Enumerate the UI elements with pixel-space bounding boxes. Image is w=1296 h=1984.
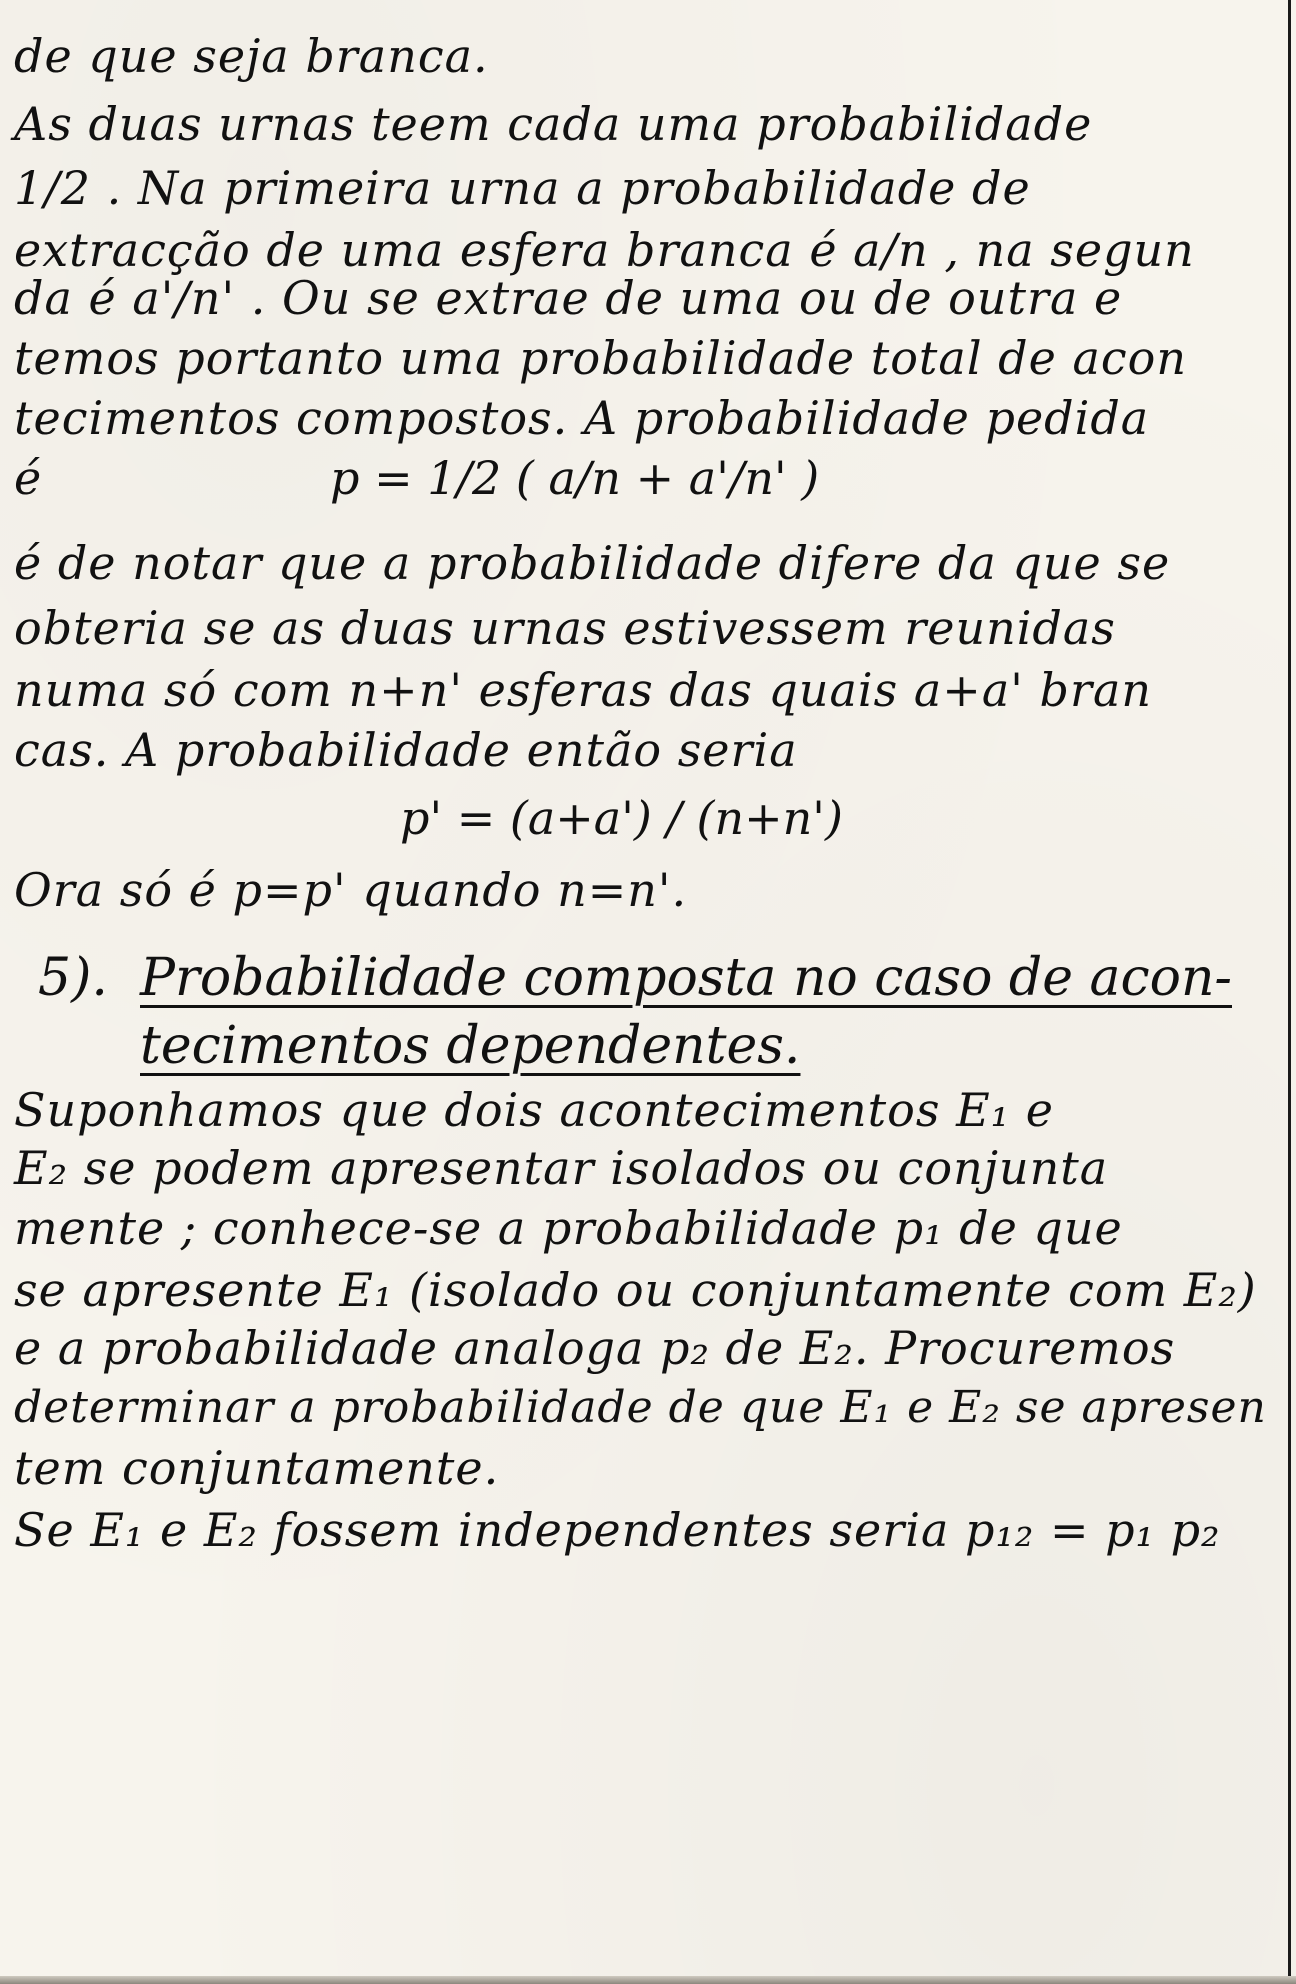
- text-line-1: de que seja branca.: [14, 29, 489, 83]
- text-line-13: Ora só é p=p' quando n=n'.: [14, 863, 688, 917]
- text-line-2: As duas urnas teem cada uma probabilidade: [14, 97, 1093, 151]
- text-line-6: temos portanto uma probabilidade total de acon: [14, 331, 1187, 385]
- section-text-line-5: e a probabilidade analoga p₂ de E₂. Procuremos: [14, 1321, 1176, 1375]
- text-line-12: cas. A probabilidade então seria: [14, 723, 798, 777]
- section-number: 5).: [38, 948, 108, 1008]
- section-text-line-8: Se E₁ e E₂ fossem independentes seria p₁₂ = p₁ p₂: [14, 1503, 1221, 1557]
- text-line-9: é de notar que a probabilidade difere da que se: [14, 536, 1171, 590]
- formula-p-prime: p' = (a+a') / (n+n'): [400, 791, 843, 845]
- section-title-line-2: tecimentos dependentes.: [140, 1016, 801, 1076]
- text-line-8: é: [14, 451, 43, 505]
- text-line-5: da é a'/n' . Ou se extrae de uma ou de outra e: [14, 271, 1123, 325]
- section-text-line-2: E₂ se podem apresentar isolados ou conjunta: [14, 1141, 1109, 1195]
- section-text-line-6: determinar a probabilidade de que E₁ e E₂ se apresen: [14, 1382, 1267, 1433]
- text-line-7: tecimentos compostos. A probabilidade pedida: [14, 391, 1150, 445]
- section-text-line-3: mente ; conhece-se a probabilidade p₁ de que: [14, 1201, 1123, 1255]
- page-edge-line: [1288, 0, 1291, 1984]
- section-title-line-1: Probabilidade composta no caso de acon-: [140, 948, 1232, 1008]
- text-line-11: numa só com n+n' esferas das quais a+a' bran: [14, 663, 1153, 717]
- text-line-3: 1/2 . Na primeira urna a probabilidade de: [14, 161, 1031, 215]
- formula-p: p = 1/2 ( a/n + a'/n' ): [330, 451, 820, 505]
- page-bottom-edge: [0, 1976, 1296, 1984]
- section-text-line-7: tem conjuntamente.: [14, 1441, 500, 1495]
- text-line-10: obteria se as duas urnas estivessem reunidas: [14, 601, 1116, 655]
- section-text-line-4: se apresente E₁ (isolado ou conjuntamente com E₂): [14, 1263, 1257, 1317]
- text-line-4: extracção de uma esfera branca é a/n , na segun: [14, 223, 1195, 277]
- section-text-line-1: Suponhamos que dois acontecimentos E₁ e: [14, 1083, 1054, 1137]
